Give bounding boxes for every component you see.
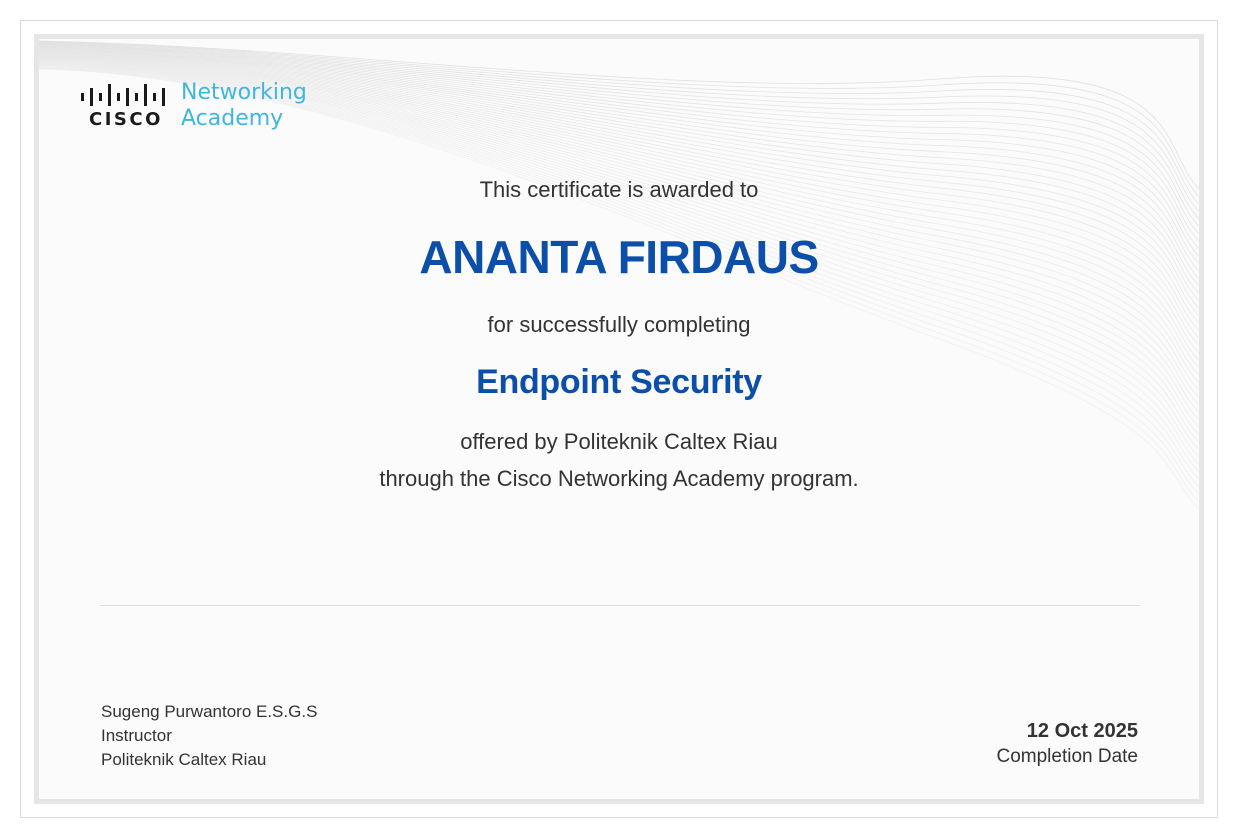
course-title: Endpoint Security [476, 363, 762, 401]
logo-academy-text: Academy [181, 106, 284, 131]
completion-date-label: Completion Date [996, 746, 1138, 767]
completing-text: for successfully completing [487, 312, 751, 337]
program-text: through the Cisco Networking Academy program. [379, 466, 859, 491]
awarded-to-text: This certificate is awarded to [479, 177, 759, 202]
cisco-networking-academy-logo [80, 80, 320, 136]
cisco-bars-icon [80, 84, 170, 106]
instructor-name: Sugeng Purwantoro E.S.G.S [101, 702, 318, 721]
recipient-name: ANANTA FIRDAUS [419, 231, 819, 283]
cisco-wordmark: CISCO [89, 109, 163, 130]
signature-divider [100, 605, 1140, 606]
instructor-organization: Politeknik Caltex Riau [101, 750, 267, 769]
logo-networking-text: Networking [181, 80, 307, 105]
decorative-wave-pattern [39, 39, 1199, 799]
wave-line [39, 45, 1199, 234]
instructor-role: Instructor [101, 726, 172, 745]
offered-by-text: offered by Politeknik Caltex Riau [460, 429, 778, 454]
completion-date: 12 Oct 2025 [1026, 720, 1138, 742]
certificate-inner-frame [34, 34, 1204, 804]
